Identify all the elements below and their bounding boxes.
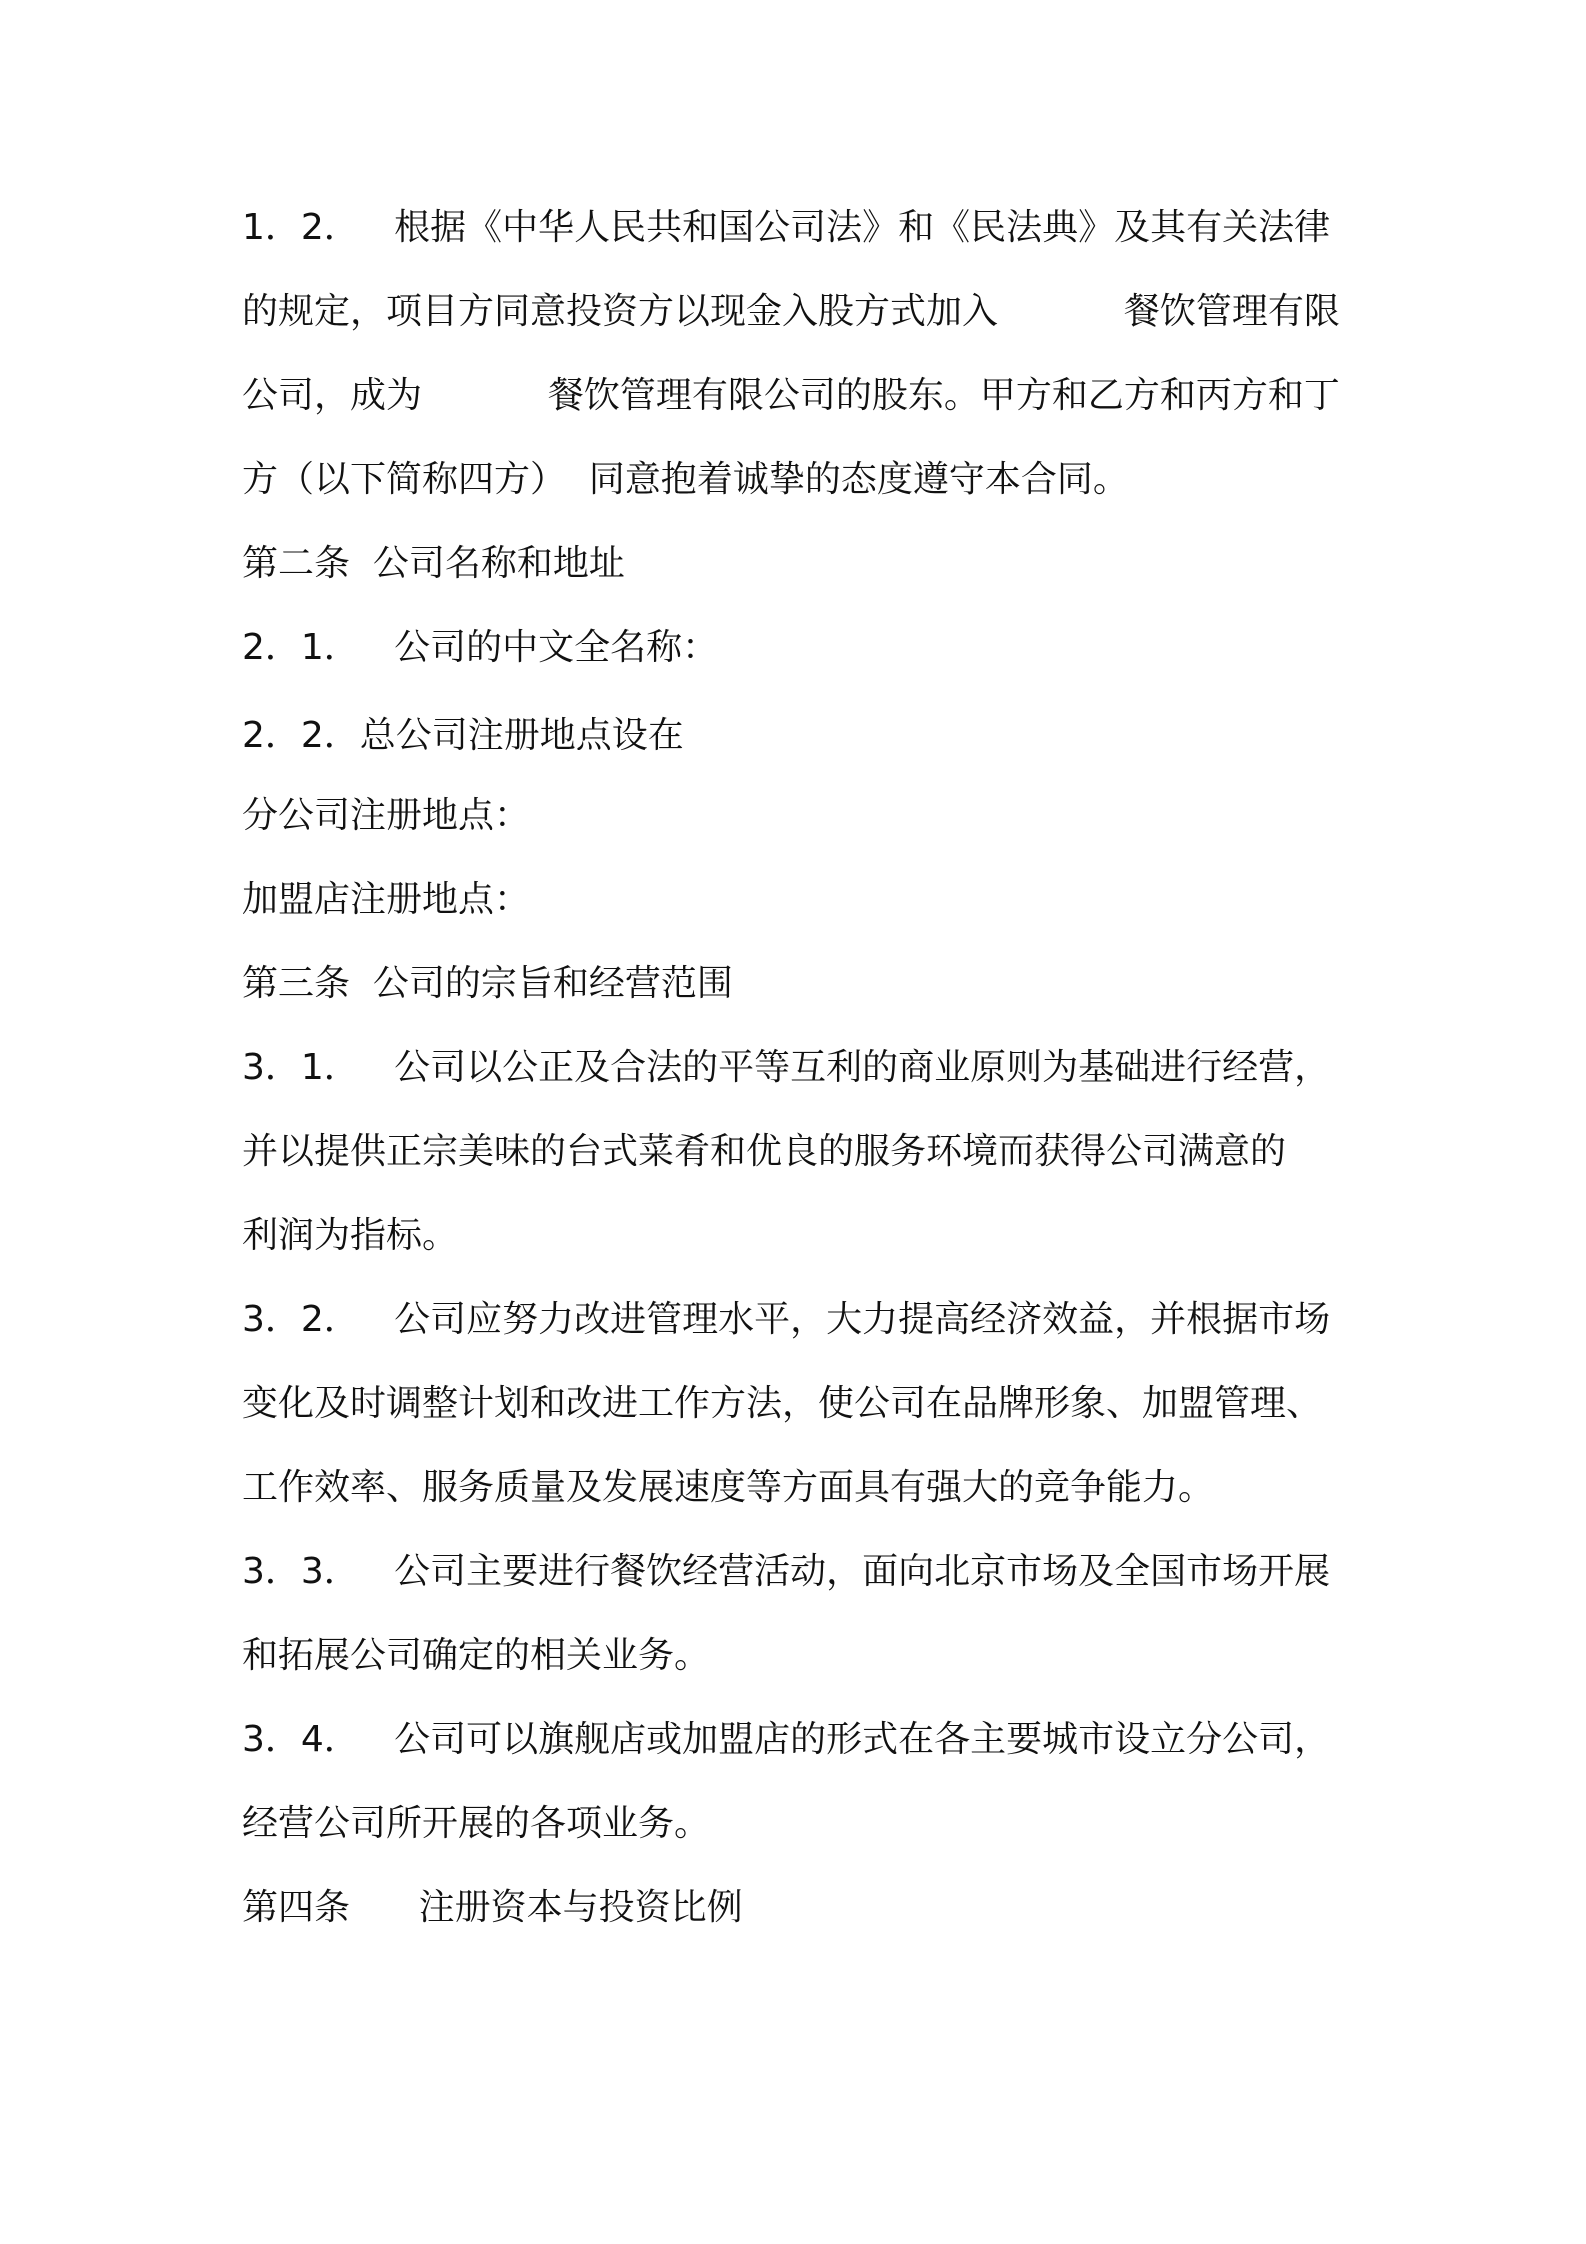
- text-line: 利润为指标。: [242, 1215, 459, 1256]
- text-line: 3．4． 公司可以旗舰店或加盟店的形式在各主要城市设立分公司，: [242, 1719, 1331, 1760]
- text-line: 的规定，项目方同意投资方以现金入股方式加入 餐饮管理有限: [242, 291, 1340, 332]
- text-line: 并以提供正宗美味的台式菜肴和优良的服务环境而获得公司满意的: [242, 1131, 1287, 1172]
- text-line: 2．2．总公司注册地点设在: [242, 715, 684, 756]
- text-line: 变化及时调整计划和改进工作方法，使公司在品牌形象、加盟管理、: [242, 1383, 1323, 1424]
- text-line: 方（以下简称四方） 同意抱着诚挚的态度遵守本合同。: [242, 459, 1129, 500]
- text-line: 3．2． 公司应努力改进管理水平，大力提高经济效益，并根据市场: [242, 1299, 1331, 1340]
- text-line: 2．1． 公司的中文全名称：: [242, 627, 719, 668]
- text-line: 3．3． 公司主要进行餐饮经营活动，面向北京市场及全国市场开展: [242, 1551, 1331, 1592]
- text-line: 公司，成为 餐饮管理有限公司的股东。甲方和乙方和丙方和丁: [242, 375, 1340, 416]
- section-heading: 第四条 注册资本与投资比例: [242, 1887, 743, 1928]
- section-heading: 第三条 公司的宗旨和经营范围: [242, 963, 733, 1004]
- text-line: 经营公司所开展的各项业务。: [242, 1803, 711, 1844]
- text-line: 和拓展公司确定的相关业务。: [242, 1635, 711, 1676]
- text-line: 工作效率、服务质量及发展速度等方面具有强大的竞争能力。: [242, 1467, 1215, 1508]
- text-line: 3．1． 公司以公正及合法的平等互利的商业原则为基础进行经营，: [242, 1047, 1331, 1088]
- section-heading: 第二条 公司名称和地址: [242, 543, 625, 584]
- text-line: 分公司注册地点：: [242, 795, 531, 836]
- text-line: 加盟店注册地点：: [242, 879, 531, 920]
- text-line: 1．2． 根据《中华人民共和国公司法》和《民法典》及其有关法律: [242, 207, 1331, 248]
